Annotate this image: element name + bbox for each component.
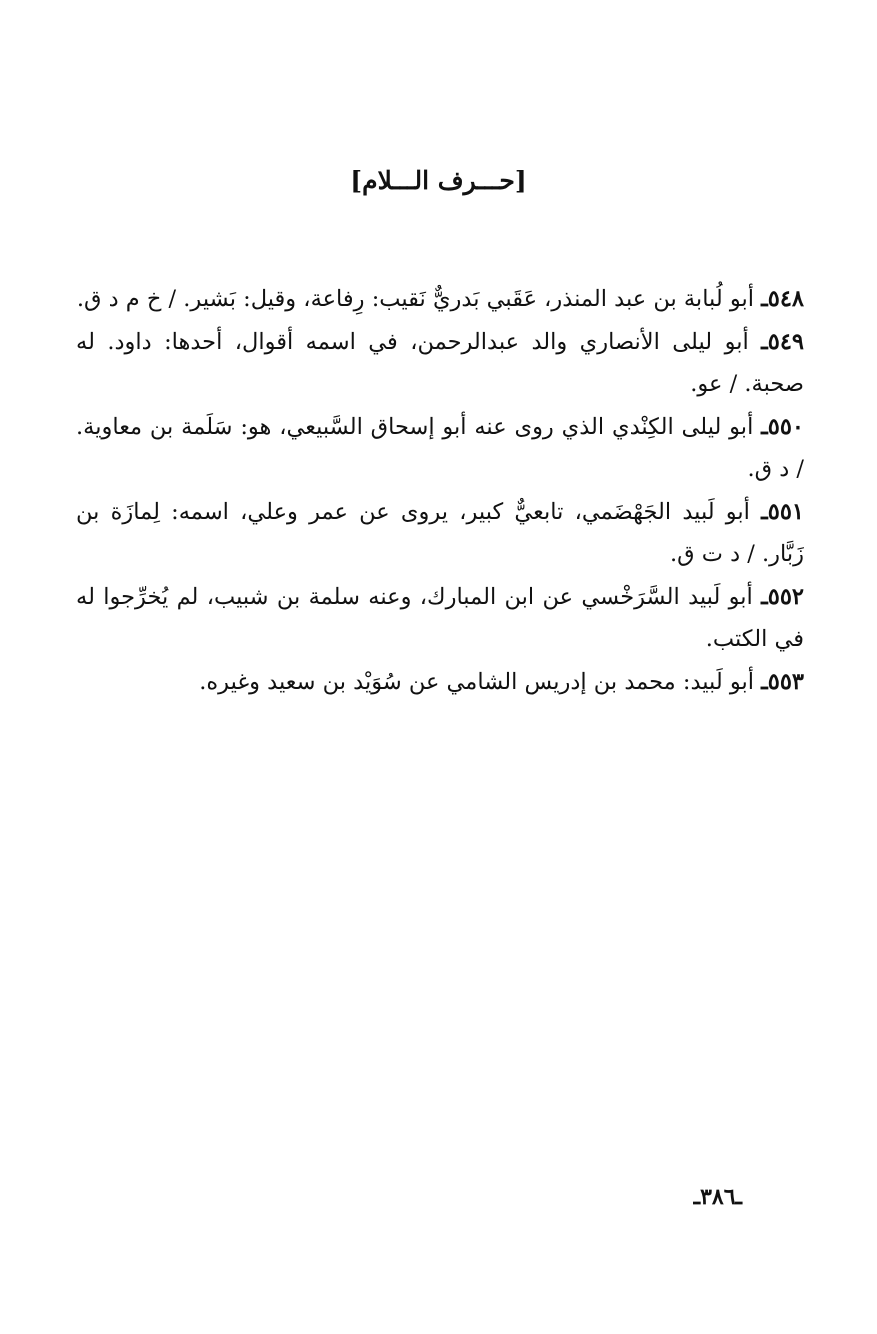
entry-number: ٥٤٩ـ: [761, 328, 804, 355]
entry-text: أبو ليلى الأنصاري والد عبدالرحمن، في اسمه أقوال، أحدها: داود. له صحبة. / عو.: [76, 328, 804, 397]
entry-text: أبو لَبيد الجَهْضَمي، تابعيٌّ كبير، يروى عن عمر وعلي، اسمه: لِمازَة بن زَبَّار. / د ت ق.: [76, 498, 804, 567]
entry-553: [76, 661, 804, 704]
entry-number: ٥٥٢ـ: [761, 583, 804, 610]
entry-text: أبو لُبابة بن عبد المنذر، عَقَبي بَدريٌّ نَقيب: رِفاعة، وقيل: بَشير. / خ م د ق.: [76, 286, 754, 312]
entry-number: ٥٤٨ـ: [761, 286, 804, 312]
entry-551: [76, 491, 804, 576]
section-heading: [حـــرف الـــلام]: [350, 166, 527, 195]
entry-552: [76, 576, 804, 661]
entry-549: [76, 321, 804, 406]
entry-number: ٥٥٠ـ: [761, 413, 805, 440]
entry-text: أبو لَبيد السَّرَخْسي عن ابن المبارك، وعنه سلمة بن شبيب، لم يُخرِّجوا له في الكتب.: [76, 583, 804, 652]
page-number: ـ٣٨٦ـ: [693, 1184, 742, 1210]
entry-548: [76, 278, 804, 321]
entry-number: ٥٥٣ـ: [761, 668, 804, 695]
entry-list: [76, 278, 804, 703]
entry-text: أبو لَبيد: محمد بن إدريس الشامي عن سُوَيْد بن سعيد وغيره.: [199, 668, 754, 695]
entry-text: أبو ليلى الكِنْدي الذي روى عنه أبو إسحاق السَّبيعي، هو: سَلَمة بن معاوية. / د ق.: [76, 413, 804, 482]
entry-550: [76, 406, 804, 491]
entry-number: ٥٥١ـ: [761, 498, 804, 525]
